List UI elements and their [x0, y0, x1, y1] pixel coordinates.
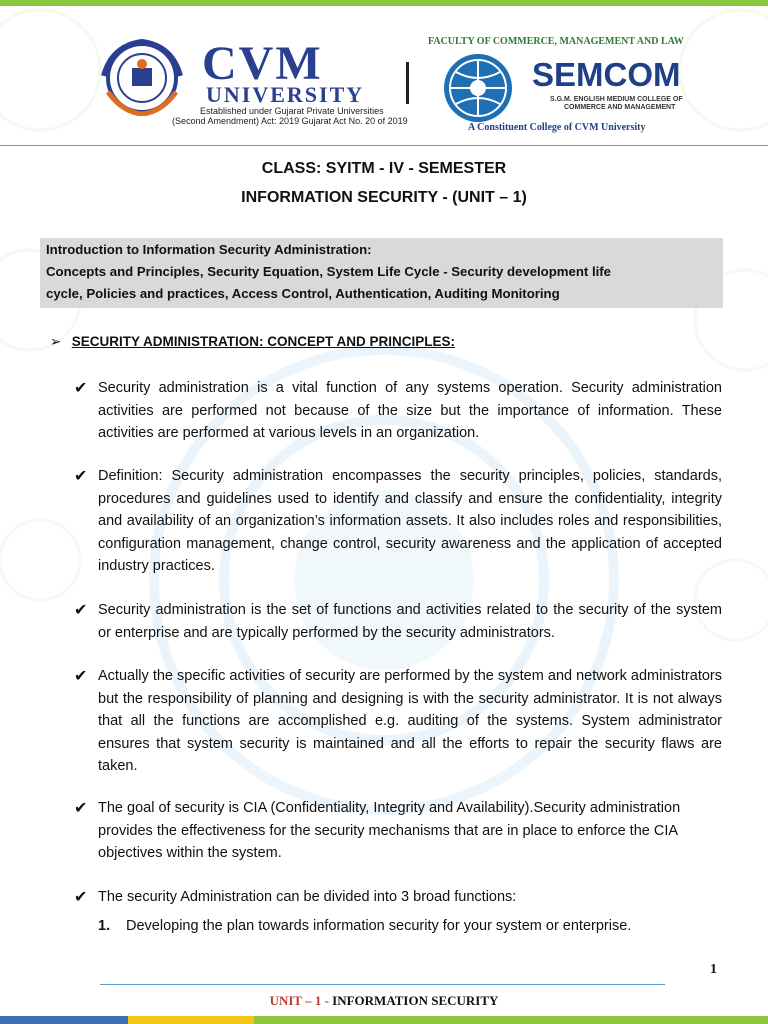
logo-divider — [406, 62, 409, 104]
list-item: Definition: Security administration encompasses the security principles, policies, standards, procedures and guidelines used to identify and classify and ensure the confidentiality, integrity and availability of an organization’s information assets. It also includes roles and responsibilities, configuration management, change control, security awareness and the application of accepted industry practices. — [98, 468, 722, 574]
intro-box — [40, 238, 723, 308]
numbered-item-number: 1. — [98, 918, 111, 934]
list-item: Security administration is the set of functions and activities related to the security of the system or enterprise and are typically performed by the security administrators. — [98, 602, 722, 641]
list-item: The security Administration can be divided into 3 broad functions: — [98, 889, 517, 905]
cvm-name: CVM — [202, 37, 323, 90]
intro-line-3: cycle, Policies and practices, Access Control, Authentication, Auditing Monitoring — [46, 286, 560, 301]
semcom-sub-line2: COMMERCE AND MANAGEMENT — [564, 104, 676, 111]
intro-line-1: Introduction to Information Security Administration: — [46, 242, 372, 257]
semcom-name: SEMCOM — [532, 56, 681, 93]
section-heading-text: SECURITY ADMINISTRATION: CONCEPT AND PRINCIPLES: — [71, 334, 456, 349]
arrow-bullet-icon: ➢ — [50, 334, 62, 349]
top-color-bar — [0, 0, 768, 6]
bottom-bar-yellow — [128, 1016, 254, 1024]
semcom-logo — [424, 36, 694, 136]
header-rule — [0, 145, 768, 146]
list-item: Actually the specific activities of security are performed by the system and network administrators but the responsibility of planning and designing is with the security administrator. It is not always that all the functions are accomplished e.g. auditing of the systems. System administrator ensures that system security is maintained and all the efforts to repair the security flaws are taken. — [98, 668, 722, 774]
checkmark-icon: ✔ — [74, 889, 88, 906]
checkmark-icon: ✔ — [74, 468, 88, 485]
checkmark-icon: ✔ — [74, 668, 88, 685]
page-number: 1 — [710, 962, 717, 977]
footer — [0, 993, 768, 1009]
checkmark-icon: ✔ — [74, 800, 88, 817]
bottom-bar-blue — [0, 1016, 128, 1024]
cvm-established-line1: Established under Gujarat Private Universities — [200, 106, 384, 116]
footer-unit-label: UNIT – 1 - — [269, 993, 329, 1008]
faculty-title: FACULTY OF COMMERCE, MANAGEMENT AND LAW — [428, 36, 684, 47]
list-item: The goal of security is CIA (Confidentiality, Integrity and Availability).Security administration provides the effectiveness for the security mechanisms that are in place to enforce the CIA objectives within the system. — [98, 800, 681, 861]
class-title: CLASS: SYITM - IV - SEMESTER — [261, 160, 507, 177]
semcom-globe-icon — [434, 50, 522, 126]
checkmark-icon: ✔ — [74, 602, 88, 619]
footer-rule — [100, 984, 665, 985]
intro-line-2: Concepts and Principles, Security Equation, System Life Cycle - Security development life — [46, 264, 612, 279]
semcom-sub-line1: S.G.M. ENGLISH MEDIUM COLLEGE OF — [550, 96, 683, 103]
numbered-item-text: Developing the plan towards information security for your system or enterprise. — [126, 918, 632, 934]
bottom-color-bar — [0, 1016, 768, 1024]
cvm-university-logo — [92, 36, 408, 131]
checkmark-icon: ✔ — [74, 380, 88, 397]
section-heading — [50, 334, 455, 350]
footer-unit-title: INFORMATION SECURITY — [332, 993, 499, 1008]
bottom-bar-green — [254, 1016, 768, 1024]
cvm-established-line2: (Second Amendment) Act: 2019 Gujarat Act No. 20 of 2019 — [172, 116, 408, 126]
cvm-university-word: UNIVERSITY — [206, 82, 365, 107]
cvm-seal-icon — [92, 36, 192, 116]
list-item: Security administration is a vital function of any systems operation. Security administration activities are performed not because of the size but the importance of information. These activities are performed at various levels in an organization. — [98, 380, 722, 441]
subject-title: INFORMATION SECURITY - (UNIT – 1) — [241, 189, 527, 206]
constituent-college: A Constituent College of CVM University — [468, 122, 646, 133]
